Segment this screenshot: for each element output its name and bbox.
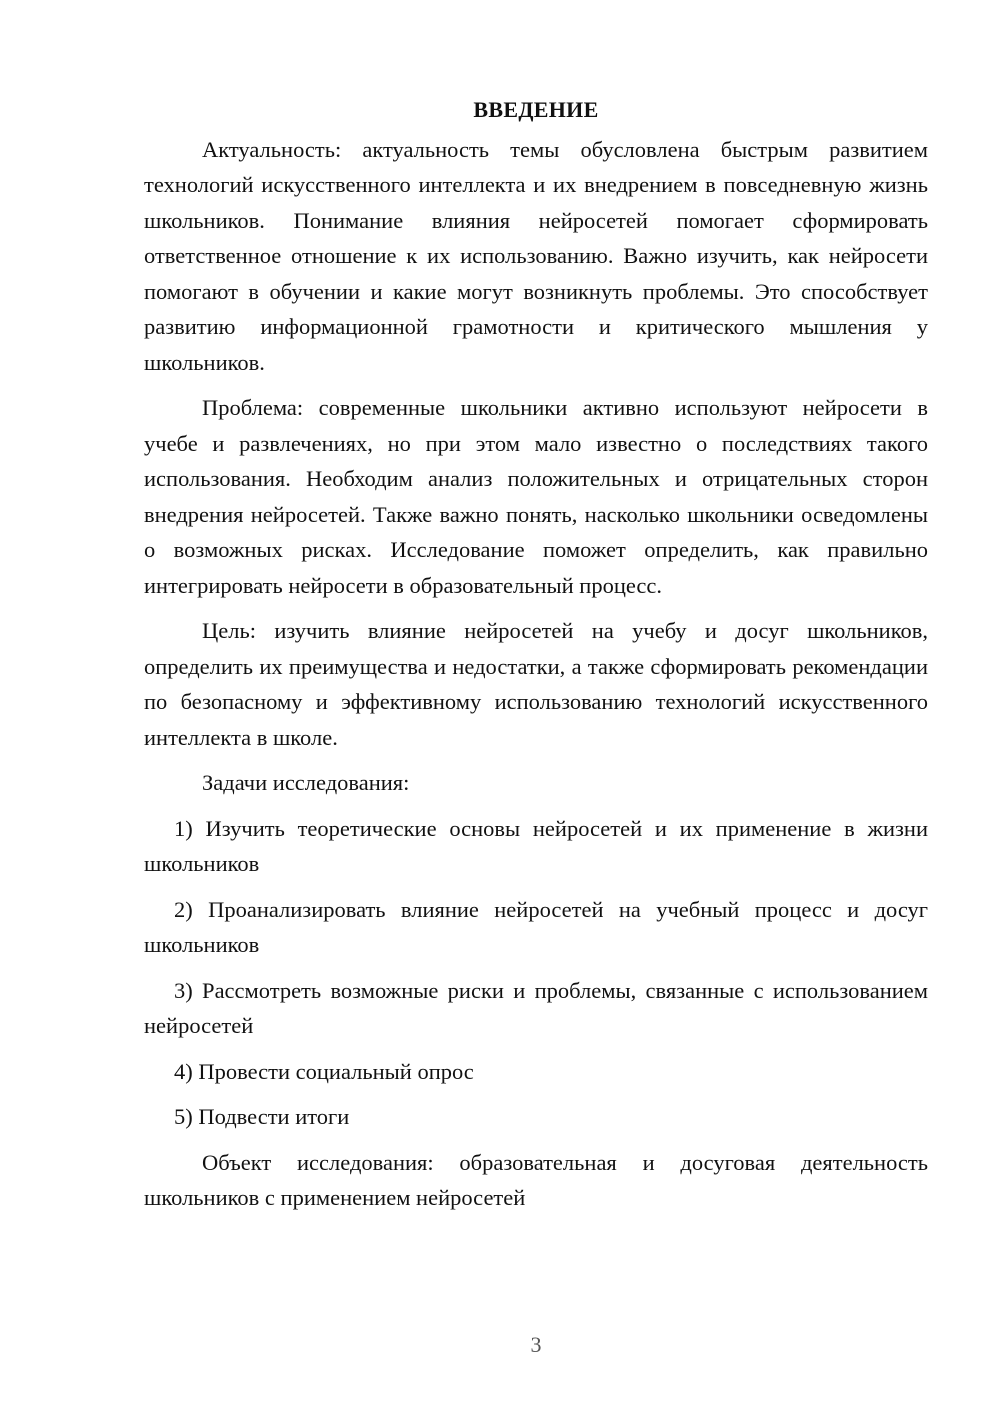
- task-item-4: 4) Провести социальный опрос: [174, 1058, 474, 1084]
- task-item-5: 5) Подвести итоги: [174, 1104, 350, 1129]
- tasks-heading: Задачи исследования:: [202, 770, 410, 795]
- task-item-3: 3) Рассмотреть возможные риски и проблемы, связанные с использованием нейросетей: [144, 977, 928, 1038]
- paragraph-object: Объект исследования: образовательная и досуговая деятельность школьников с применением нейросетей: [144, 1149, 928, 1210]
- paragraph-relevance: Актуальность: актуальность темы обусловлена быстрым развитием технологий искусственного интеллекта и их внедрением в повседневную жизнь школьников. Понимание влияния нейросетей помогает сформировать ответственное отношение к их использованию. Важно изучить, как нейросети помогают в обучении и какие могут возникнуть проблемы. Это способствует развитию информационной грамотности и критического мышления у школьников.: [144, 136, 928, 375]
- section-title: ВВЕДЕНИЕ: [473, 97, 599, 122]
- paragraph-problem: Проблема: современные школьники активно используют нейросети в учебе и развлечениях, но при этом мало известно о последствиях такого использования. Необходим анализ положительных и отрицательных сторон внедрения нейросетей. Также важно понять, насколько школьники осведомлены о возможных рисках. Исследование поможет определить, как правильно интегрировать нейросети в образовательный процесс.: [144, 395, 928, 598]
- paragraph-goal: Цель: изучить влияние нейросетей на учебу и досуг школьников, определить их преимущества и недостатки, а также сформировать рекомендации по безопасному и эффективному использованию технологий искусственного интеллекта в школе.: [144, 618, 928, 750]
- page-number: 3: [530, 1332, 542, 1357]
- task-item-2: 2) Проанализировать влияние нейросетей на учебный процесс и досуг школьников: [144, 896, 928, 957]
- document-page: [144, 92, 928, 1226]
- task-item-1: 1) Изучить теоретические основы нейросетей и их применение в жизни школьников: [144, 815, 928, 876]
